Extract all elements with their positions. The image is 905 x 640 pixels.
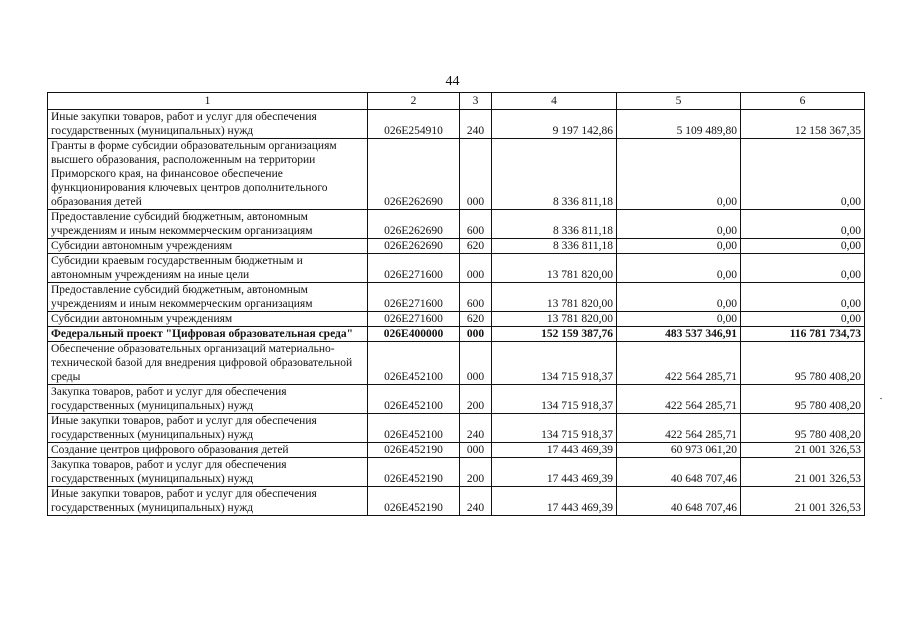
row-kvr: 200: [460, 458, 492, 487]
row-value-1: 134 715 918,37: [492, 342, 617, 385]
row-code: 026E254910: [368, 110, 460, 139]
header-col-2: 2: [368, 93, 460, 110]
row-value-3: 21 001 326,53: [741, 443, 865, 458]
row-code: 026E262690: [368, 139, 460, 210]
row-value-3: 0,00: [741, 239, 865, 254]
row-value-3: 0,00: [741, 139, 865, 210]
row-name: Субсидии автономным учреждениям: [48, 312, 368, 327]
row-kvr: 240: [460, 487, 492, 516]
header-col-4: 4: [492, 93, 617, 110]
header-col-3: 3: [460, 93, 492, 110]
row-value-1: 13 781 820,00: [492, 283, 617, 312]
row-value-3: 0,00: [741, 312, 865, 327]
row-kvr: 000: [460, 327, 492, 342]
row-kvr: 620: [460, 239, 492, 254]
row-value-3: 0,00: [741, 210, 865, 239]
row-value-1: 152 159 387,76: [492, 327, 617, 342]
table-row-project-total: [48, 327, 865, 342]
row-value-2: 0,00: [617, 139, 741, 210]
row-code: 026E452190: [368, 443, 460, 458]
table-row: [48, 487, 865, 516]
row-value-2: 0,00: [617, 239, 741, 254]
row-name: Закупка товаров, работ и услуг для обеспечения государственных (муниципальных) нужд: [48, 458, 368, 487]
row-code: 026E452190: [368, 487, 460, 516]
row-name: Иные закупки товаров, работ и услуг для обеспечения государственных (муниципальных) нужд: [48, 487, 368, 516]
row-value-1: 13 781 820,00: [492, 312, 617, 327]
row-value-3: 21 001 326,53: [741, 458, 865, 487]
scan-speck: [880, 398, 882, 399]
row-value-3: 0,00: [741, 283, 865, 312]
row-value-2: 422 564 285,71: [617, 414, 741, 443]
row-name: Субсидии автономным учреждениям: [48, 239, 368, 254]
table-row: [48, 139, 865, 210]
row-value-2: 483 537 346,91: [617, 327, 741, 342]
row-code: 026E262690: [368, 210, 460, 239]
row-kvr: 240: [460, 414, 492, 443]
row-value-2: 0,00: [617, 210, 741, 239]
table-row: [48, 414, 865, 443]
row-value-3: 116 781 734,73: [741, 327, 865, 342]
row-code: 026E452190: [368, 458, 460, 487]
row-kvr: 240: [460, 110, 492, 139]
row-value-2: 60 973 061,20: [617, 443, 741, 458]
row-name: Иные закупки товаров, работ и услуг для обеспечения государственных (муниципальных) нужд: [48, 110, 368, 139]
row-code: 026E271600: [368, 254, 460, 283]
budget-table: [47, 92, 865, 516]
table-row: [48, 283, 865, 312]
row-value-1: 8 336 811,18: [492, 139, 617, 210]
row-name: Иные закупки товаров, работ и услуг для обеспечения государственных (муниципальных) нужд: [48, 414, 368, 443]
row-value-2: 0,00: [617, 254, 741, 283]
row-value-1: 9 197 142,86: [492, 110, 617, 139]
table-body: [48, 110, 865, 516]
table-row: [48, 110, 865, 139]
row-kvr: 600: [460, 210, 492, 239]
row-value-2: 422 564 285,71: [617, 385, 741, 414]
header-row: [48, 93, 865, 110]
row-kvr: 000: [460, 342, 492, 385]
row-code: 026E452100: [368, 385, 460, 414]
row-value-2: 40 648 707,46: [617, 458, 741, 487]
row-value-2: 40 648 707,46: [617, 487, 741, 516]
table-row: [48, 254, 865, 283]
row-kvr: 000: [460, 254, 492, 283]
row-value-3: 95 780 408,20: [741, 385, 865, 414]
row-value-3: 0,00: [741, 254, 865, 283]
table-row: [48, 342, 865, 385]
row-kvr: 000: [460, 443, 492, 458]
row-code: 026E271600: [368, 283, 460, 312]
row-value-2: 0,00: [617, 283, 741, 312]
table-row: [48, 443, 865, 458]
row-value-2: 0,00: [617, 312, 741, 327]
row-name: Предоставление субсидий бюджетным, автономным учреждениям и иным некоммерческим организациям: [48, 210, 368, 239]
row-name: Создание центров цифрового образования детей: [48, 443, 368, 458]
row-name: Федеральный проект "Цифровая образовательная среда": [48, 327, 368, 342]
row-code: 026E452100: [368, 342, 460, 385]
row-value-1: 17 443 469,39: [492, 487, 617, 516]
row-kvr: 620: [460, 312, 492, 327]
row-value-1: 8 336 811,18: [492, 239, 617, 254]
row-value-2: 5 109 489,80: [617, 110, 741, 139]
header-col-6: 6: [741, 93, 865, 110]
row-value-1: 134 715 918,37: [492, 414, 617, 443]
row-value-3: 12 158 367,35: [741, 110, 865, 139]
row-name: Предоставление субсидий бюджетным, автономным учреждениям и иным некоммерческим организациям: [48, 283, 368, 312]
row-code: 026E400000: [368, 327, 460, 342]
table-row: [48, 312, 865, 327]
row-value-1: 8 336 811,18: [492, 210, 617, 239]
row-value-3: 95 780 408,20: [741, 342, 865, 385]
header-col-1: 1: [48, 93, 368, 110]
row-value-3: 95 780 408,20: [741, 414, 865, 443]
row-value-1: 17 443 469,39: [492, 458, 617, 487]
table-row: [48, 458, 865, 487]
table-row: [48, 239, 865, 254]
row-value-3: 21 001 326,53: [741, 487, 865, 516]
row-kvr: 000: [460, 139, 492, 210]
row-code: 026E262690: [368, 239, 460, 254]
row-kvr: 200: [460, 385, 492, 414]
table-row: [48, 385, 865, 414]
row-code: 026E271600: [368, 312, 460, 327]
row-value-1: 17 443 469,39: [492, 443, 617, 458]
row-code: 026E452100: [368, 414, 460, 443]
page-number: 44: [445, 74, 460, 89]
row-name: Гранты в форме субсидии образовательным организациям высшего образования, расположенным на территории Приморского края, на финансовое обеспечение функционирования ключевых центров дополнительного образования детей: [48, 139, 368, 210]
header-col-5: 5: [617, 93, 741, 110]
row-value-1: 13 781 820,00: [492, 254, 617, 283]
row-name: Субсидии краевым государственным бюджетным и автономным учреждениям на иные цели: [48, 254, 368, 283]
row-name: Закупка товаров, работ и услуг для обеспечения государственных (муниципальных) нужд: [48, 385, 368, 414]
row-value-2: 422 564 285,71: [617, 342, 741, 385]
table-row: [48, 210, 865, 239]
row-name: Обеспечение образовательных организаций материально-технической базой для внедрения цифровой образовательной среды: [48, 342, 368, 385]
row-value-1: 134 715 918,37: [492, 385, 617, 414]
row-kvr: 600: [460, 283, 492, 312]
